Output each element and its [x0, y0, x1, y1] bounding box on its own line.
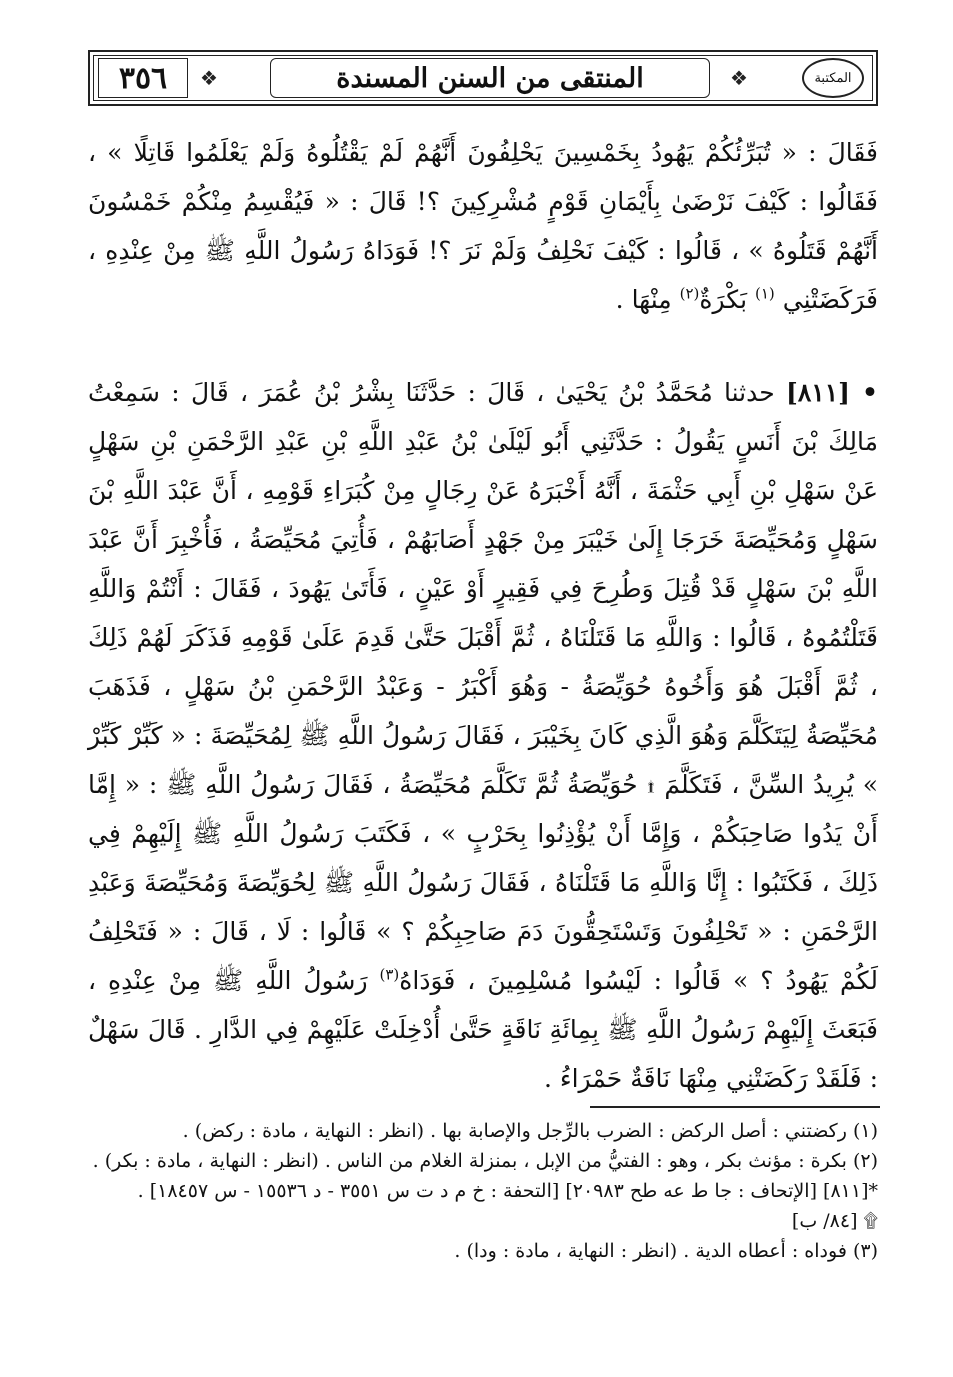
footnotes	[88, 1116, 878, 1266]
paragraph-text: مِنْهَا .	[615, 285, 672, 314]
hadith-text: رَسُولُ اللَّهِ ﷺ مِنْ عِنْدِهِ ، فَبَعَثَ إِلَيْهِمْ رَسُولُ اللَّهِ ﷺ بِمِائَةِ نَاقَةٍ حَتَّىٰ أُدْخِلَتْ عَلَيْهِمْ فِي الدَّارِ . قَالَ سَهْلٌ : فَلَقَدْ رَكَضَتْنِي مِنْهَا نَاقَةٌ حَمْرَاءُ .	[88, 966, 878, 1093]
ornament-icon: ❖	[200, 66, 218, 90]
continuation-paragraph	[88, 128, 878, 340]
footnote: (٣) فوداه : أعطاه الدية . (انظر : النهاية ، مادة : ودا) .	[454, 1240, 878, 1262]
hadith-number: • [٨١١]	[786, 378, 878, 407]
publisher-logo: المكتبة	[802, 58, 864, 98]
page-header	[88, 50, 878, 106]
paragraph-text: بَكْرَةٌ	[699, 285, 748, 314]
page-number: ٣٥٦	[98, 58, 188, 98]
book-title: المنتقى من السنن المسندة	[270, 58, 710, 98]
paragraph-text: فَقَالَ : « تُبَرِّئُكُمْ يَهُودُ بِخَمْسِينَ يَحْلِفُونَ أَنَّهُمْ لَمْ يَقْتُلُوهُ وَلَمْ يَعْلَمُوا قَاتِلًا » ، فَقَالُوا : كَيْفَ نَرْضَىٰ بِأَيْمَانِ قَوْمٍ مُشْرِكِينَ ؟! قَالَ : « فَيُقْسِمُ مِنْكُمْ خَمْسُونَ أَنَّهُمْ قَتَلُوهُ » ، قَالُوا : كَيْفَ نَحْلِفُ وَلَمْ نَرَ ؟! فَوَدَاهُ رَسُولُ اللَّهِ ﷺ مِنْ عِنْدِهِ ، فَرَكَضَتْنِي	[88, 138, 878, 314]
footnote: *[٨١١] [الإتحاف : جا ط عه طح ٢٠٩٨٣] [التحفة : خ م د ت س ٣٥٥١ - د ١٥٥٣٦ - س ١٨٤٥٧] .	[137, 1180, 878, 1202]
footnote: (٢) بكرة : مؤنث بكر ، وهو : الفتيُّ من الإبل ، بمنزلة الغلام من الناس . (انظر : النهاية ، مادة : بكر) .	[92, 1150, 878, 1172]
ornament-icon: ❖	[730, 66, 748, 90]
footnote-marker[interactable]: (١)	[755, 284, 775, 303]
footnote: ۩ [٨٤/ ب]	[791, 1210, 878, 1232]
footnote-marker[interactable]: (٣)	[379, 965, 400, 984]
footnote-divider	[590, 1106, 880, 1108]
footnote-marker[interactable]: (٢)	[679, 284, 700, 303]
hadith-block	[88, 368, 878, 1119]
footnote: (١) ركضتني : أصل الركض : الضرب بالرِّجل والإصابة بها . (انظر : النهاية ، مادة : ركض) .	[182, 1120, 878, 1142]
hadith-text: حدثنا مُحَمَّدُ بْنُ يَحْيَىٰ ، قَالَ : حَدَّثَنَا بِشْرُ بْنُ عُمَرَ ، قَالَ : سَمِعْتُ مَالِكَ بْنَ أَنَسٍ يَقُولُ : حَدَّثَنِي أَبُو لَيْلَىٰ بْنُ عَبْدِ اللَّهِ بْنِ عَبْدِ الرَّحْمَنِ بْنِ سَهْلٍ عَنْ سَهْلِ بْنِ أَبِي حَثْمَةَ ، أَنَّهُ أَخْبَرَهُ عَنْ رِجَالٍ مِنْ كُبَرَاءِ قَوْمِهِ ، أَنَّ عَبْدَ اللَّهِ بْنَ سَهْلٍ وَمُحَيِّصَةَ خَرَجَا إِلَىٰ خَيْبَرَ مِنْ جَهْدٍ أَصَابَهُمْ ، فَأُتِيَ مُحَيِّصَةُ ، فَأُخْبِرَ أَنَّ عَبْدَ اللَّهِ بْنَ سَهْلٍ قَدْ قُتِلَ وَطُرِحَ فِي فَقِيرٍ أَوْ عَيْنٍ ، فَأَتَىٰ يَهُودَ ، فَقَالَ : أَنْتُمْ وَاللَّهِ قَتَلْتُمُوهُ ، قَالُوا : وَاللَّهِ مَا قَتَلْنَاهُ ، ثُمَّ أَقْبَلَ حَتَّىٰ قَدِمَ عَلَىٰ قَوْمِهِ فَذَكَرَ لَهُمْ ذَلِكَ ، ثُمَّ أَقْبَلَ هُوَ وَأَخُوهُ حُوَيِّصَةُ - وَهُوَ أَكْبَرُ - وَعَبْدُ الرَّحْمَنِ بْنُ سَهْلٍ ، فَذَهَبَ مُحَيِّصَةُ لِيَتَكَلَّمَ وَهُوَ الَّذِي كَانَ بِخَيْبَرَ ، فَقَالَ رَسُولُ اللَّهِ ﷺ لِمُحَيِّصَةَ : « كَبِّرْ كَبِّرْ » يُرِيدُ السِّنَّ ، فَتَكَلَّمَ ۩ حُوَيِّصَةُ ثُمَّ تَكَلَّمَ مُحَيِّصَةُ ، فَقَالَ رَسُولُ اللَّهِ ﷺ : « إِمَّا أَنْ يَدُوا صَاحِبَكُمْ ، وَإِمَّا أَنْ يُؤْذِنُوا بِحَرْبٍ » ، فَكَتَبَ رَسُولُ اللَّهِ ﷺ إِلَيْهِمْ فِي ذَلِكَ ، فَكَتَبُوا : إِنَّا وَاللَّهِ مَا قَتَلْنَاهُ ، فَقَالَ رَسُولُ اللَّهِ ﷺ لِحُوَيِّصَةَ وَمُحَيِّصَةَ وَعَبْدِ الرَّحْمَنِ : « تَحْلِفُونَ وَتَسْتَحِقُّونَ دَمَ صَاحِبِكُمْ ؟ » قَالُوا : لَا ، قَالَ : « فَتَحْلِفُ لَكُمْ يَهُودُ ؟ » قَالُوا : لَيْسُوا مُسْلِمِينَ ، فَوَدَاهُ	[88, 378, 878, 995]
